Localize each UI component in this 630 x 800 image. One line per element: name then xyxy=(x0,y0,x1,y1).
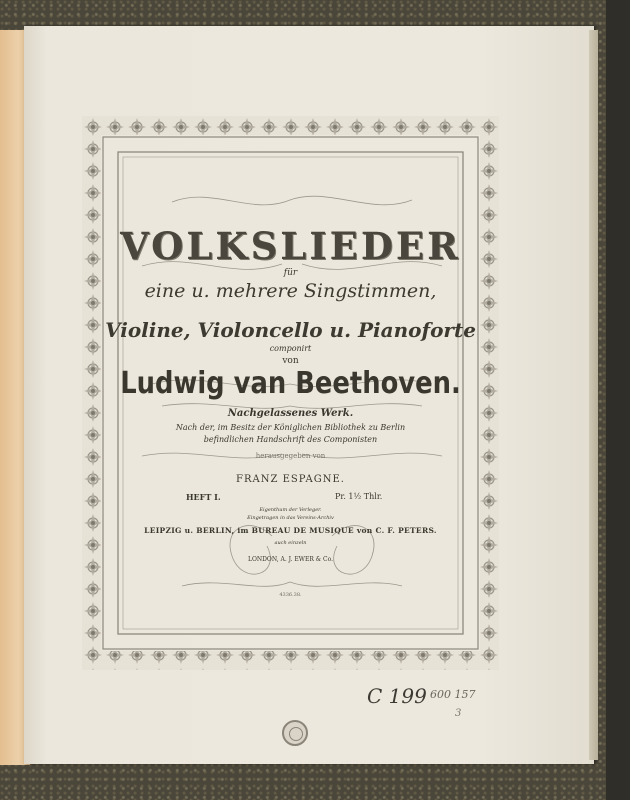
library-stamp-icon xyxy=(282,720,308,746)
source-note-line1: Nach der, im Besitz der Königlichen Bibliothek zu Berlin xyxy=(175,423,406,432)
handwritten-number: 600 157 xyxy=(430,688,476,701)
title-page-text xyxy=(82,116,499,670)
subtitle-voices: eine u. mehrere Singstimmen, xyxy=(144,280,437,302)
source-note-line2: befindlichen Handschrift des Componisten xyxy=(203,435,378,444)
eigenthum-text: Eigenthum der Verleger. xyxy=(259,507,322,513)
heft-number: HEFT I. xyxy=(186,492,221,502)
nachgelassenes-werk: Nachgelassenes Werk. xyxy=(227,408,354,419)
page-edge-right xyxy=(589,30,598,760)
composer-name: Ludwig van Beethoven. xyxy=(120,366,461,401)
componirt-text: componirt xyxy=(269,344,312,353)
publisher-line: LEIPZIG u. BERLIN, im BUREAU DE MUSIQUE von C. F. PETERS. xyxy=(144,526,437,535)
eingetragen-text: Eingetragen in das Vereins-Archiv xyxy=(247,515,334,521)
london-agent: LONDON, A. J. EWER & Co. xyxy=(247,556,334,563)
subtitle-instruments: Violine, Violoncello u. Pianoforte xyxy=(105,318,476,342)
handwritten-sub: 3 xyxy=(455,708,462,719)
einzeln-text: auch einzeln xyxy=(274,540,307,546)
handwritten-shelfmark: C 199 xyxy=(367,684,427,708)
herausgegeben-text: herausgegeben von xyxy=(255,452,326,460)
title: VOLKSLIEDER xyxy=(120,224,461,268)
plate-number: 4336.38. xyxy=(279,592,302,598)
von-text: von xyxy=(282,356,299,366)
price: Pr. 1½ Thlr. xyxy=(335,492,383,501)
editor-name: FRANZ ESPAGNE. xyxy=(236,474,345,485)
fuer-text: für xyxy=(283,268,298,278)
